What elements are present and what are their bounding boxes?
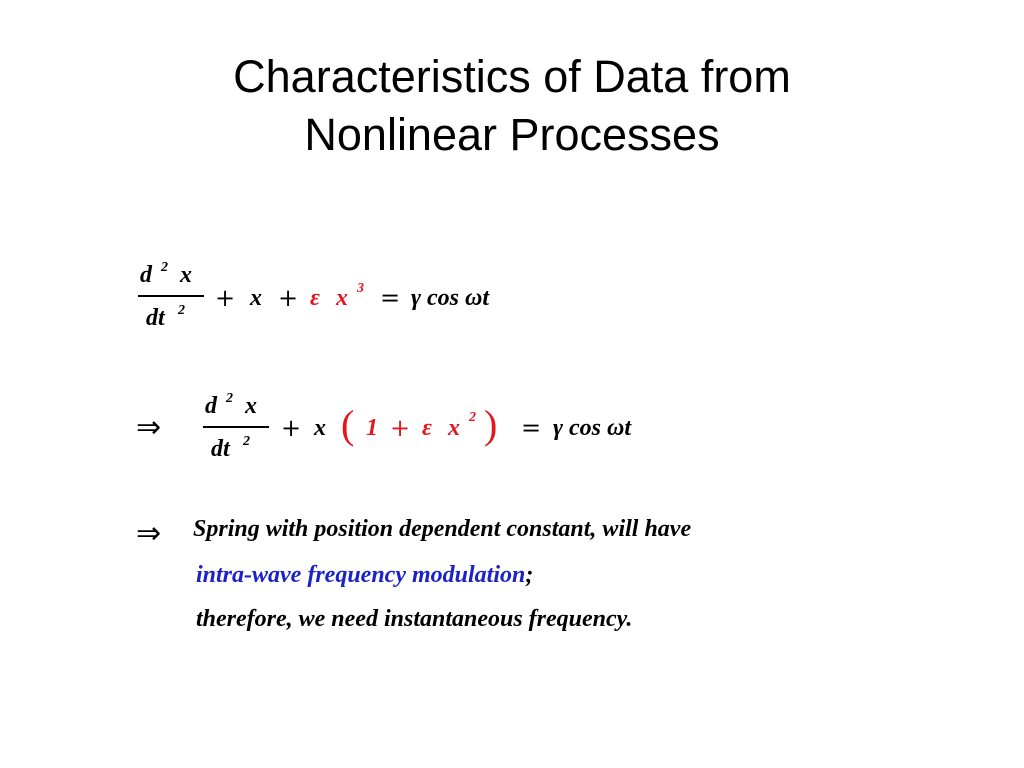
statement-line-1: Spring with position dependent constant, will have bbox=[193, 516, 692, 542]
eq1-denominator-exponent: 2 bbox=[178, 303, 185, 318]
eq1-plus-1: + bbox=[215, 284, 236, 312]
eq2-one: 1 bbox=[366, 415, 378, 441]
eq2-rhs: γ cos ωt bbox=[553, 415, 631, 441]
eq1-x-cubed: x bbox=[336, 285, 348, 311]
eq2-plus-1: + bbox=[281, 414, 302, 442]
eq1-epsilon: ε bbox=[310, 285, 320, 311]
eq2-equals: = bbox=[521, 414, 542, 442]
title-line-2: Nonlinear Processes bbox=[304, 109, 720, 160]
eq2-left-paren: ( bbox=[341, 402, 355, 447]
statement-line-3: therefore, we need instantaneous frequency. bbox=[196, 606, 633, 632]
eq1-equals: = bbox=[380, 284, 401, 312]
eq1-numerator-x: x bbox=[180, 262, 192, 288]
eq2-numerator-x: x bbox=[245, 393, 257, 419]
eq1-fraction-bar bbox=[138, 295, 204, 297]
eq1-rhs: γ cos ωt bbox=[411, 285, 489, 311]
eq1-numerator-exponent: 2 bbox=[161, 260, 168, 275]
eq2-right-paren: ) bbox=[484, 402, 498, 447]
eq1-cube-exponent: 3 bbox=[357, 281, 364, 296]
statement-line-2 bbox=[196, 562, 533, 589]
eq2-denominator-dt: dt bbox=[211, 436, 230, 462]
eq1-x: x bbox=[250, 285, 262, 311]
eq2-plus-2: + bbox=[390, 414, 411, 442]
eq2-fraction-bar bbox=[203, 426, 269, 428]
eq2-implies-arrow: ⇒ bbox=[136, 410, 162, 445]
slide-title bbox=[0, 48, 1024, 164]
eq2-x: x bbox=[314, 415, 326, 441]
eq2-denominator-exponent: 2 bbox=[243, 434, 250, 449]
eq2-x-squared: x bbox=[448, 415, 460, 441]
eq1-denominator-dt: dt bbox=[146, 305, 165, 331]
eq1-plus-2: + bbox=[278, 284, 299, 312]
statement-implies-arrow: ⇒ bbox=[136, 516, 162, 551]
statement-line-2-end: ; bbox=[525, 562, 534, 588]
eq2-epsilon: ε bbox=[422, 415, 432, 441]
eq1-numerator-d: d bbox=[140, 262, 152, 288]
eq2-numerator-d: d bbox=[205, 393, 217, 419]
intra-wave-modulation-highlight: intra-wave frequency modulation bbox=[196, 562, 526, 588]
eq2-numerator-exponent: 2 bbox=[226, 391, 233, 406]
eq2-square-exponent: 2 bbox=[469, 410, 476, 425]
title-line-1: Characteristics of Data from bbox=[233, 51, 791, 102]
